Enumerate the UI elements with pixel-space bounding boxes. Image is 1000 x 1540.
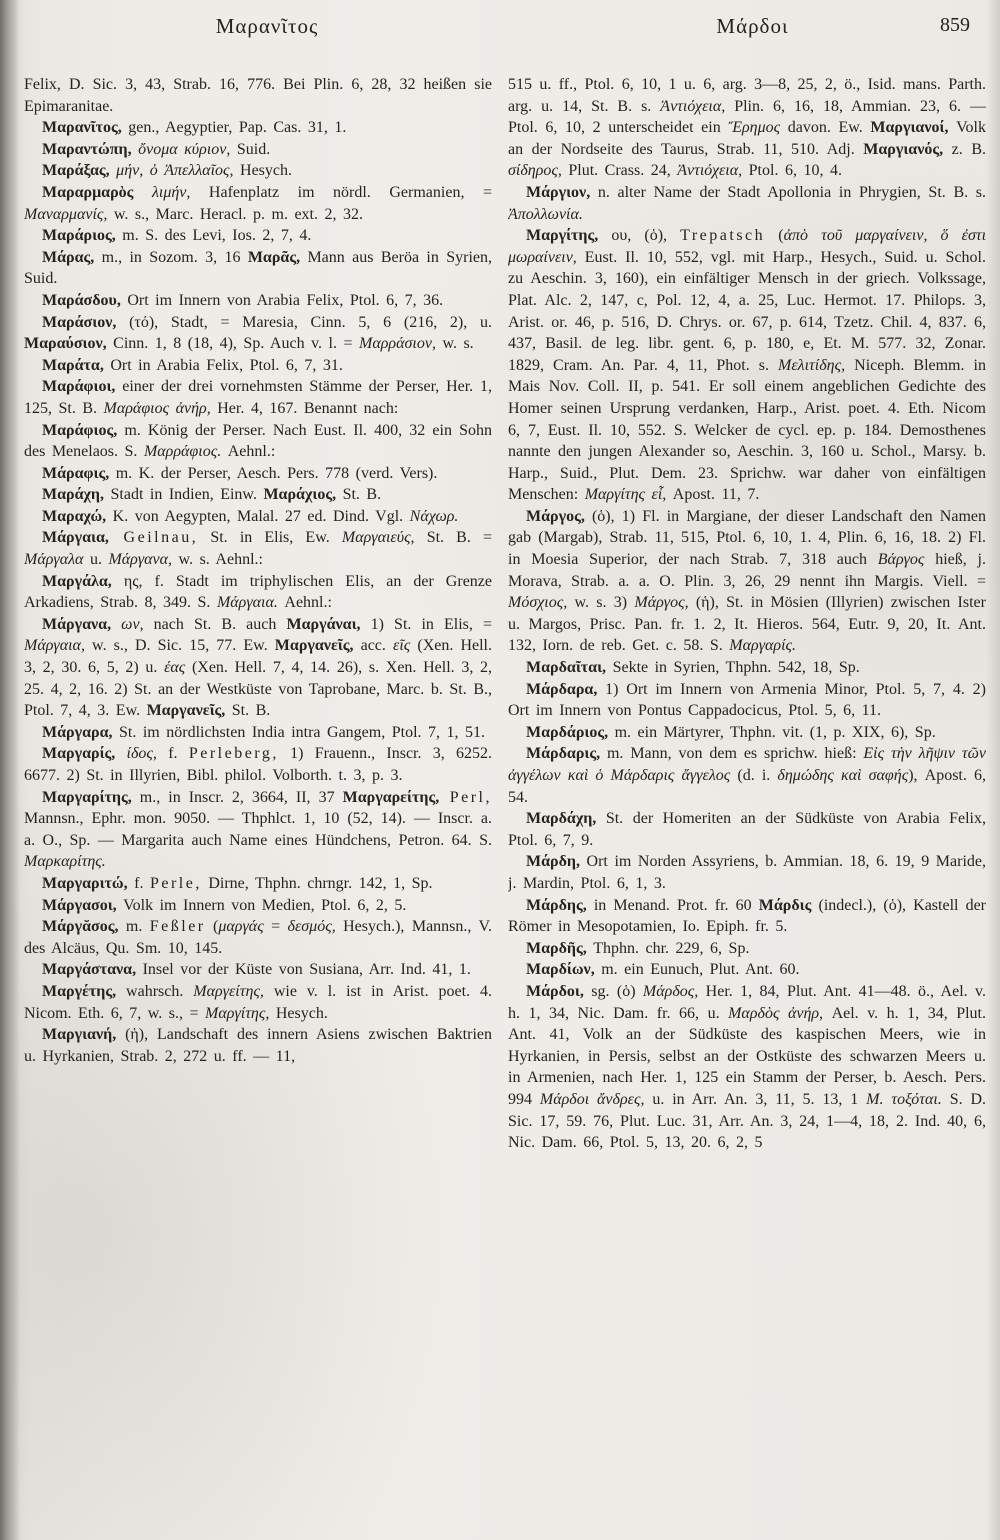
greek-citation: Μάργος, xyxy=(634,594,689,612)
entry-text: Ael. v. h. 1, 34, Plut. Ant. 41, Volk an der Südküste des kaspischen Meers, wie in Hyrkanien, in Persis, selbst an der Ostküste des schwarzen Meers u. in Armenien, nach Her. 1, 125 ein Stamm der Perser, b. Aesch. Pers. 994 xyxy=(508,1004,986,1108)
entry-text: ( xyxy=(765,227,784,245)
entry-text: Volk im Innern von Medien, Ptol. 6, 2, 5. xyxy=(116,896,407,914)
greek-citation: Μαρράφιος. xyxy=(143,443,222,461)
greek-citation: Μ. τοξόται. xyxy=(866,1090,942,1108)
dictionary-entry xyxy=(508,722,986,744)
entry-headword: Μάργαρα, xyxy=(42,723,113,741)
dictionary-entry xyxy=(24,484,492,506)
entry-text: Hesych. xyxy=(233,162,292,180)
dictionary-entry xyxy=(24,916,492,959)
spaced-emphasis: Perle, xyxy=(149,874,202,892)
greek-citation: Μαργείτης, xyxy=(193,982,264,1000)
dictionary-entry xyxy=(24,506,492,528)
entry-text: Insel vor der Küste von Susiana, Arr. Ind. 41, 1. xyxy=(136,961,471,979)
entry-headword: Μαργανεῖς, xyxy=(146,702,226,720)
entry-text: m. S. des Levi, Ios. 2, 7, 4. xyxy=(115,227,312,245)
entry-text: Volk an der Nordseite des Taurus, Strab. 11, 510. Adj. xyxy=(508,119,986,158)
entry-headword: Μαράσιον, xyxy=(42,313,117,331)
greek-citation: Μόσχιος, xyxy=(508,594,568,612)
entry-text: z. B. xyxy=(943,140,986,158)
dictionary-entry xyxy=(508,895,986,938)
entry-headword: Μαργίτης, xyxy=(526,227,599,245)
entry-headword: Μαργαριτώ, xyxy=(42,874,128,892)
entry-headword: Μαράφιοι, xyxy=(42,378,116,396)
entry-headword: Μαραύσιον, xyxy=(24,335,107,353)
entry-text: (ἡ), Landschaft des innern Asiens zwischen Baktrien u. Hyrkanien, Strab. 2, 272 u. ff. — 11, xyxy=(24,1026,492,1065)
dictionary-entry xyxy=(24,722,492,744)
entry-headword: Μαράριος, xyxy=(42,227,116,245)
text-column-left xyxy=(24,74,492,1536)
greek-citation: Μαρδὸς ἀνήρ, xyxy=(728,1004,824,1022)
greek-citation: Βάργος xyxy=(877,551,925,569)
greek-citation: ων, xyxy=(111,615,144,633)
entry-text: u. xyxy=(83,551,109,569)
entry-text: (indecl.), (ὁ), Kastell der Römer in Mesopotamien, Io. Epiph. fr. 5. xyxy=(508,896,986,936)
entry-text: f. xyxy=(156,745,189,763)
greek-citation: Μαρράσιον, xyxy=(359,335,436,353)
entry-headword: Μάρδις xyxy=(758,896,812,914)
entry-headword: Μαργαρείτης, xyxy=(342,788,440,806)
greek-citation: Μάργαλα xyxy=(24,551,84,569)
greek-citation: Μαργαιεύς, xyxy=(341,529,415,547)
entry-text: Mann aus Beröa in Syrien, Suid. xyxy=(24,248,492,288)
dictionary-entry xyxy=(508,743,986,808)
entry-text: Stadt in Indien, Einw. xyxy=(104,486,264,504)
entry-text: St. der Homeriten an der Südküste von Arabia Felix, Ptol. 6, 7, 9. xyxy=(508,810,986,849)
entry-text: ( xyxy=(205,918,219,936)
dictionary-entry xyxy=(24,787,492,873)
spaced-emphasis: Feßler xyxy=(149,918,206,936)
entry-text: w. s. Aehnl.: xyxy=(172,551,263,569)
entry-text: Niceph. Blemm. in Mais Nov. Coll. II, p. 541. Er soll einem angeblichen Gedichte des Homer seinen Ursprung verdanken, Harp., Arist. poet. 4. Eth. Nicom 6, 7, Eust. Il. 10, 552. S. Welcker de cycl. ep. p. 184. Demosthenes nannte den jungen Alexander so, Aeschin. 3, 160 u. Schol., Marsy. b. Harp., Suid., Plut. Dem. 23. Sprichw. war daher von einfältigen Menschen: xyxy=(508,356,986,504)
spaced-emphasis: Perl, xyxy=(439,788,492,806)
entry-text: m. König der Perser. Nach Eust. Il. 400, 32 ein Sohn des Menelaos. S. xyxy=(24,421,492,461)
entry-text: m. xyxy=(118,918,150,936)
entry-headword: Μαργιανός, xyxy=(863,140,944,158)
greek-citation: δεσμός, xyxy=(287,918,336,936)
dictionary-entry xyxy=(508,938,986,960)
entry-text: K. von Aegypten, Malal. 27 ed. Dind. Vgl. xyxy=(106,507,410,525)
greek-citation: Ἀπολλωνία. xyxy=(508,205,583,223)
entry-headword: Μάρδαρις, xyxy=(526,745,601,763)
dictionary-entry xyxy=(24,873,492,895)
dictionary-entry xyxy=(24,160,492,182)
entry-text: Hesych. xyxy=(269,1004,328,1022)
entry-headword: Μάρδοι, xyxy=(526,982,584,1000)
entry-text: Her. 4, 167. Benannt nach: xyxy=(210,399,399,417)
greek-citation: Μαναρμανίς, xyxy=(24,205,108,223)
greek-citation: δημώδης καὶ σαφής xyxy=(777,767,909,784)
entry-text: S. D. Sic. 17, 59. 76, Plut. Luc. 31, Arr. An. 3, 24, 1—4, 18, 2. Ind. 40, 6, Nic. Dam. 66, Ptol. 5, 13, 20. 6, 2, 5 xyxy=(508,1090,986,1152)
text-column-right xyxy=(508,74,986,1536)
entry-text: Plin. 6, 16, 18, Ammian. 23, 6. — Ptol. 6, 10, 2 unterscheidet ein xyxy=(508,97,986,137)
greek-citation: Νάχωρ. xyxy=(409,507,459,525)
dictionary-entry xyxy=(508,679,986,722)
entry-headword: Μαργιανοί, xyxy=(870,119,949,137)
entry-headword: Μαργαρίς, xyxy=(42,745,116,763)
dictionary-entry xyxy=(24,571,492,614)
entry-text: St. B. xyxy=(225,702,271,720)
dictionary-entry xyxy=(24,463,492,485)
entry-text: Aehnl.: xyxy=(221,443,276,461)
dictionary-entry xyxy=(24,290,492,312)
greek-citation: Μάργαια, xyxy=(24,637,85,655)
entry-text: Ort im Norden Assyriens, b. Ammian. 18, 6. 19, 9 Maride, j. Mardin, Ptol. 6, 1, 3. xyxy=(508,853,986,892)
dictionary-entry xyxy=(24,225,492,247)
entry-text: f. xyxy=(127,874,150,892)
entry-text: n. alter Name der Stadt Apollonia in Phrygien, St. B. s. xyxy=(590,183,986,201)
running-header-left-keyword: Μαρανῖτος xyxy=(215,14,319,38)
entry-text: m., in Sozom. 3, 16 xyxy=(94,248,248,266)
entry-text: (τό), Stadt, = Maresia, Cinn. 5, 6 (216, 2), u. xyxy=(116,313,492,331)
page-number: 859 xyxy=(940,14,970,36)
entry-text: m. ein Eunuch, Plut. Ant. 60. xyxy=(594,961,800,979)
entry-headword: Μάρδαρα, xyxy=(526,680,598,698)
entry-text: Cinn. 1, 8 (18, 4), Sp. Auch v. l. = xyxy=(106,335,360,353)
greek-citation: Ἔρημος xyxy=(728,119,781,137)
entry-text: wahrsch. xyxy=(116,982,194,1000)
entry-headword: Μαραντώπη, xyxy=(42,140,132,158)
dictionary-entry xyxy=(24,247,492,290)
greek-citation: λιμήν, xyxy=(133,183,191,201)
entry-headword: Μαράφιος, xyxy=(42,421,118,439)
entry-text: (Xen. Hell. 7, 4, 14. 26), s. Xen. Hell. 3, 2, 25. 4, 2, 16. 2) St. an der Westküste von Taprobane, Marc. b. St. B., Ptol. 7, 4, 3. Ew. xyxy=(24,659,492,720)
greek-citation: Μαργαρίς. xyxy=(729,637,797,655)
entry-text: nach St. B. auch xyxy=(143,615,287,633)
entry-text: St. im nördlichsten India intra Gangem, Ptol. 7, 1, 51. xyxy=(112,723,486,741)
dictionary-entry xyxy=(24,355,492,377)
entry-text: Hesych.), Mannsn., V. des Alcäus, Qu. Sm. 10, 145. xyxy=(24,918,492,957)
entry-headword: Μάρδης, xyxy=(526,896,587,914)
running-header xyxy=(0,14,1000,50)
entry-text: m., in Inscr. 2, 3664, II, 37 xyxy=(131,788,343,806)
entry-text: Suid. xyxy=(230,140,271,158)
greek-citation: Ἀντιόχεια, xyxy=(677,162,743,180)
dictionary-entry xyxy=(508,808,986,851)
entry-headword: Μαράτα, xyxy=(42,356,104,374)
entry-text: w. s. 3) xyxy=(567,594,635,612)
greek-citation: Εἰς τὴν λῆψιν τῶν ἀγγέλων καὶ ὁ Μάρδαρις ἄγγελος xyxy=(508,745,986,784)
greek-citation: ὄνομα κύριον, xyxy=(131,140,231,158)
dictionary-entry xyxy=(24,1024,492,1067)
greek-citation: Μαρκαρίτης. xyxy=(24,853,106,871)
entry-text: St. in Elis, Ew. xyxy=(198,529,342,547)
dictionary-entry xyxy=(508,657,986,679)
entry-text: sg. (ὁ) xyxy=(583,982,643,1000)
entry-headword: Μαρδάχη, xyxy=(526,810,597,828)
entry-text: davon. Ew. xyxy=(780,119,871,137)
greek-citation: Μάργανα, xyxy=(108,551,173,569)
entry-continuation xyxy=(508,74,986,182)
entry-text: Plut. Crass. 24, xyxy=(561,162,678,180)
greek-citation: έας xyxy=(164,659,186,677)
entry-headword: Μάργαια, xyxy=(42,529,109,547)
entry-headword: Μαρδάριος, xyxy=(526,723,609,741)
entry-headword: Μαργάστανα, xyxy=(42,961,137,979)
entry-headword: Μάραφις, xyxy=(42,464,110,482)
entry-headword: Μαρδίων, xyxy=(526,961,595,979)
entry-text: (ὁ), 1) Fl. in Margiane, der dieser Landschaft den Namen gab (Margab), Strab. 11, 515, Ptol. 6, 10, 1. 4, Plin. 6, 16, 18. 2) Fl. in Moesia Superior, der nach Strab. 7, 318 auch xyxy=(508,507,986,569)
entry-headword: Μάργᾰσος, xyxy=(42,918,119,936)
entry-text: Mannsn., Ephr. mon. 9050. — Thphlct. 1, 10 (52, 14). — Inscr. a. a. O., Sp. — Margarita auch Name eines Hündchens, Petron. 64. S. xyxy=(24,810,492,849)
entry-text: Eust. Il. 10, 552, vgl. mit Harp., Hesych., Suid. u. Schol. zu Aeschin. 3, 160), ein einfältiger Mensch in der griech. Volkssage, Plat. Alc. 2, 147, c, Pol. 12, 4, a. 25, Luc. Hermot. 17. Philops. 3, Arist. or. 46, p. 516, D. Chrys. or. 67, p. 614, Tzetz. Chil. 4, 837. 6, 437, Basil. de leg. libr. gent. 6, p. 180, e, Et. M. 577. 32, Zonar. 1829, Cram. An. Par. 4, 11, Phot. s. xyxy=(508,248,986,374)
dictionary-entry xyxy=(508,225,986,506)
dictionary-entry xyxy=(24,139,492,161)
entry-text: St. B. = xyxy=(414,529,492,547)
entry-text: 515 u. ff., Ptol. 6, 10, 1 u. 6, arg. 3—8, 25, 2, ö., Isid. mans. Parth. arg. u. 14, St. B. s. xyxy=(508,76,986,115)
entry-headword: Μαράχη, xyxy=(42,486,104,504)
entry-text: wie v. l. ist in Arist. poet. 4. Nicom. Eth. 6, 7, w. s., = xyxy=(24,982,492,1022)
dictionary-entry xyxy=(508,506,986,657)
entry-text: Dirne, Thphn. chrngr. 142, 1, Sp. xyxy=(201,874,433,892)
entry-text: m. ein Märtyrer, Thphn. vit. (1, p. XIX, 6), Sp. xyxy=(608,723,936,741)
entry-text: ), Apost. 6, 54. xyxy=(508,767,986,806)
greek-citation: Ἀντιόχεια, xyxy=(660,97,726,115)
entry-text: gen., Aegyptier, Pap. Cas. 31, 1. xyxy=(121,119,347,137)
greek-citation: Μάρδος, xyxy=(642,982,699,1000)
entry-headword: Μαργιανή, xyxy=(42,1026,117,1044)
entry-headword: Μαρᾶς, xyxy=(247,248,301,266)
running-header-right-keyword: Μάρδοι xyxy=(716,14,789,38)
entry-text: 1) St. in Elis, = xyxy=(360,615,492,633)
entry-headword: Μαραχώ, xyxy=(42,507,107,525)
entry-text: St. B. xyxy=(336,486,382,504)
entry-headword: Μαράχιος, xyxy=(263,486,337,504)
entry-text: hieß, j. Morava, Strab. a. a. O. Plin. 3, 26, 29 nennt ihn Margis. Viell. = xyxy=(508,551,986,590)
greek-citation: Μαράφιος ἀνήρ, xyxy=(103,399,211,417)
entry-headword: Μαράσδου, xyxy=(42,291,121,309)
entry-continuation xyxy=(24,74,492,117)
entry-headword: Μάργανα, xyxy=(42,615,112,633)
greek-citation: Μελιτίδης, xyxy=(778,356,846,374)
greek-citation: μήν, ὁ Ἀπελλαῖος, xyxy=(109,162,234,180)
greek-citation: σίδηρος, xyxy=(508,162,562,180)
entry-headword: Μαργάναι, xyxy=(286,615,361,633)
entry-headword: Μάργασοι, xyxy=(42,896,117,914)
spaced-emphasis: Geilnau, xyxy=(108,529,199,547)
entry-text: Ort im Innern von Arabia Felix, Ptol. 6, 7, 36. xyxy=(120,291,444,309)
entry-text: 1) Frauenn., Inscr. 3, 6252. 6677. 2) St. in Illyrien, Bibl. philol. Volborth. t. 3, p. 3. xyxy=(24,745,492,784)
entry-headword: Μάρας, xyxy=(42,248,95,266)
scan-gutter-shadow xyxy=(0,0,20,1540)
entry-text: Felix, D. Sic. 3, 43, Strab. 16, 776. Bei Plin. 6, 28, 32 heißen sie Epimaranitae. xyxy=(24,76,492,115)
greek-citation: μαργάς xyxy=(218,918,264,936)
entry-text: Ptol. 6, 10, 4. xyxy=(742,162,842,180)
entry-text: Sekte in Syrien, Thphn. 542, 18, Sp. xyxy=(606,659,860,677)
entry-headword: Μαρδῆς, xyxy=(526,939,587,957)
spaced-emphasis: Trepatsch xyxy=(680,227,766,245)
dictionary-entry xyxy=(24,981,492,1024)
dictionary-entry xyxy=(24,959,492,981)
entry-headword: Μαρδαῖται, xyxy=(526,659,607,677)
greek-citation: Μαργίτης εἶ, xyxy=(584,486,667,504)
entry-headword: Μαράξας, xyxy=(42,162,110,180)
dictionary-entry xyxy=(24,420,492,463)
entry-text: acc. xyxy=(353,637,394,655)
entry-text: 1) Ort im Innern von Armenia Minor, Ptol. 5, 7, 4. 2) Ort im Innern von Pontus Cappadocicus, Ptol. 5, 6, 11. xyxy=(508,680,986,720)
dictionary-entry xyxy=(508,182,986,225)
entry-text: m. Mann, von dem es sprichw. hieß: xyxy=(600,745,864,763)
entry-text: Her. 1, 84, Plut. Ant. 41—48. ö., Ael. v. h. 1, 34, Nic. Dam. fr. 66, u. xyxy=(508,982,986,1022)
dictionary-entry xyxy=(24,527,492,570)
entry-headword: Μαργάλα, xyxy=(42,572,112,590)
entry-text: w. s. xyxy=(435,335,474,353)
entry-headword: Μαργαρίτης, xyxy=(42,788,132,806)
dictionary-entry xyxy=(508,981,986,1154)
greek-citation: Μάργαια. xyxy=(216,594,278,612)
entry-text: Ort in Arabia Felix, Ptol. 6, 7, 31. xyxy=(103,356,343,374)
dictionary-entry xyxy=(508,959,986,981)
entry-text: (d. i. xyxy=(730,767,778,784)
scan-right-edge xyxy=(986,0,1000,1540)
entry-headword: Μάρδη, xyxy=(526,853,580,871)
entry-text: (ἡ), St. in Mösien (Illyrien) zwischen Ister u. Margos, Prisc. Pan. fr. 1. 2, It. Hieros. 564, Eutr. 9, 20, It. Ant. 132, Iorn. de reb. Get. c. 58. S. xyxy=(508,594,986,655)
entry-text: u. in Arr. An. 3, 11, 5. 13, 1 xyxy=(644,1090,867,1108)
entry-headword: Μαραρμαρὸς xyxy=(42,183,134,201)
dictionary-entry xyxy=(24,312,492,355)
entry-text: Hafenplatz im nördl. Germanien, = xyxy=(190,183,492,201)
entry-headword: Μαρανῖτος, xyxy=(42,119,122,137)
greek-citation: εῖς xyxy=(393,637,411,655)
greek-citation: Μαργίτης, xyxy=(205,1004,270,1022)
entry-text: Aehnl.: xyxy=(277,594,332,612)
dictionary-entry xyxy=(24,117,492,139)
entry-text: w. s., Marc. Heracl. p. m. ext. 2, 32. xyxy=(107,205,363,223)
entry-headword: Μάργος, xyxy=(526,507,585,525)
dictionary-entry xyxy=(24,376,492,419)
entry-text: einer der drei vornehmsten Stämme der Perser, Her. 1, 125, St. B. xyxy=(24,378,492,417)
spaced-emphasis: Perleberg, xyxy=(188,745,279,763)
entry-text: in Menand. Prot. fr. 60 xyxy=(586,896,759,914)
entry-text: w. s., D. Sic. 15, 77. Ew. xyxy=(84,637,275,655)
entry-text: (Xen. Hell. 3, 2, 30. 6, 5, 2) u. xyxy=(24,637,492,677)
entry-text: = xyxy=(263,918,288,936)
entry-text: ου, (ὁ), xyxy=(598,227,681,245)
entry-text: ης, f. Stadt im triphylischen Elis, an der Grenze Arkadiens, Strab. 8, 349. S. xyxy=(24,572,492,612)
greek-citation: Μάρδοι ἄνδρες, xyxy=(539,1090,645,1108)
entry-headword: Μαργανεῖς, xyxy=(274,637,354,655)
dictionary-entry xyxy=(24,182,492,225)
greek-citation: ίδος, xyxy=(115,745,157,763)
dictionary-entry xyxy=(24,895,492,917)
entry-text: Thphn. chr. 229, 6, Sp. xyxy=(586,939,750,957)
entry-headword: Μαργέτης, xyxy=(42,982,117,1000)
dictionary-entry xyxy=(508,851,986,894)
entry-text: Apost. 11, 7. xyxy=(666,486,760,504)
dictionary-entry xyxy=(24,743,492,786)
entry-text: m. K. der Perser, Aesch. Pers. 778 (verd. Vers). xyxy=(109,464,438,482)
dictionary-entry xyxy=(24,614,492,722)
entry-headword: Μάργιον, xyxy=(526,183,591,201)
greek-citation: ἀπὸ τοῦ μαργαίνειν, ὅ ἐστι μωραίνειν, xyxy=(508,227,986,266)
